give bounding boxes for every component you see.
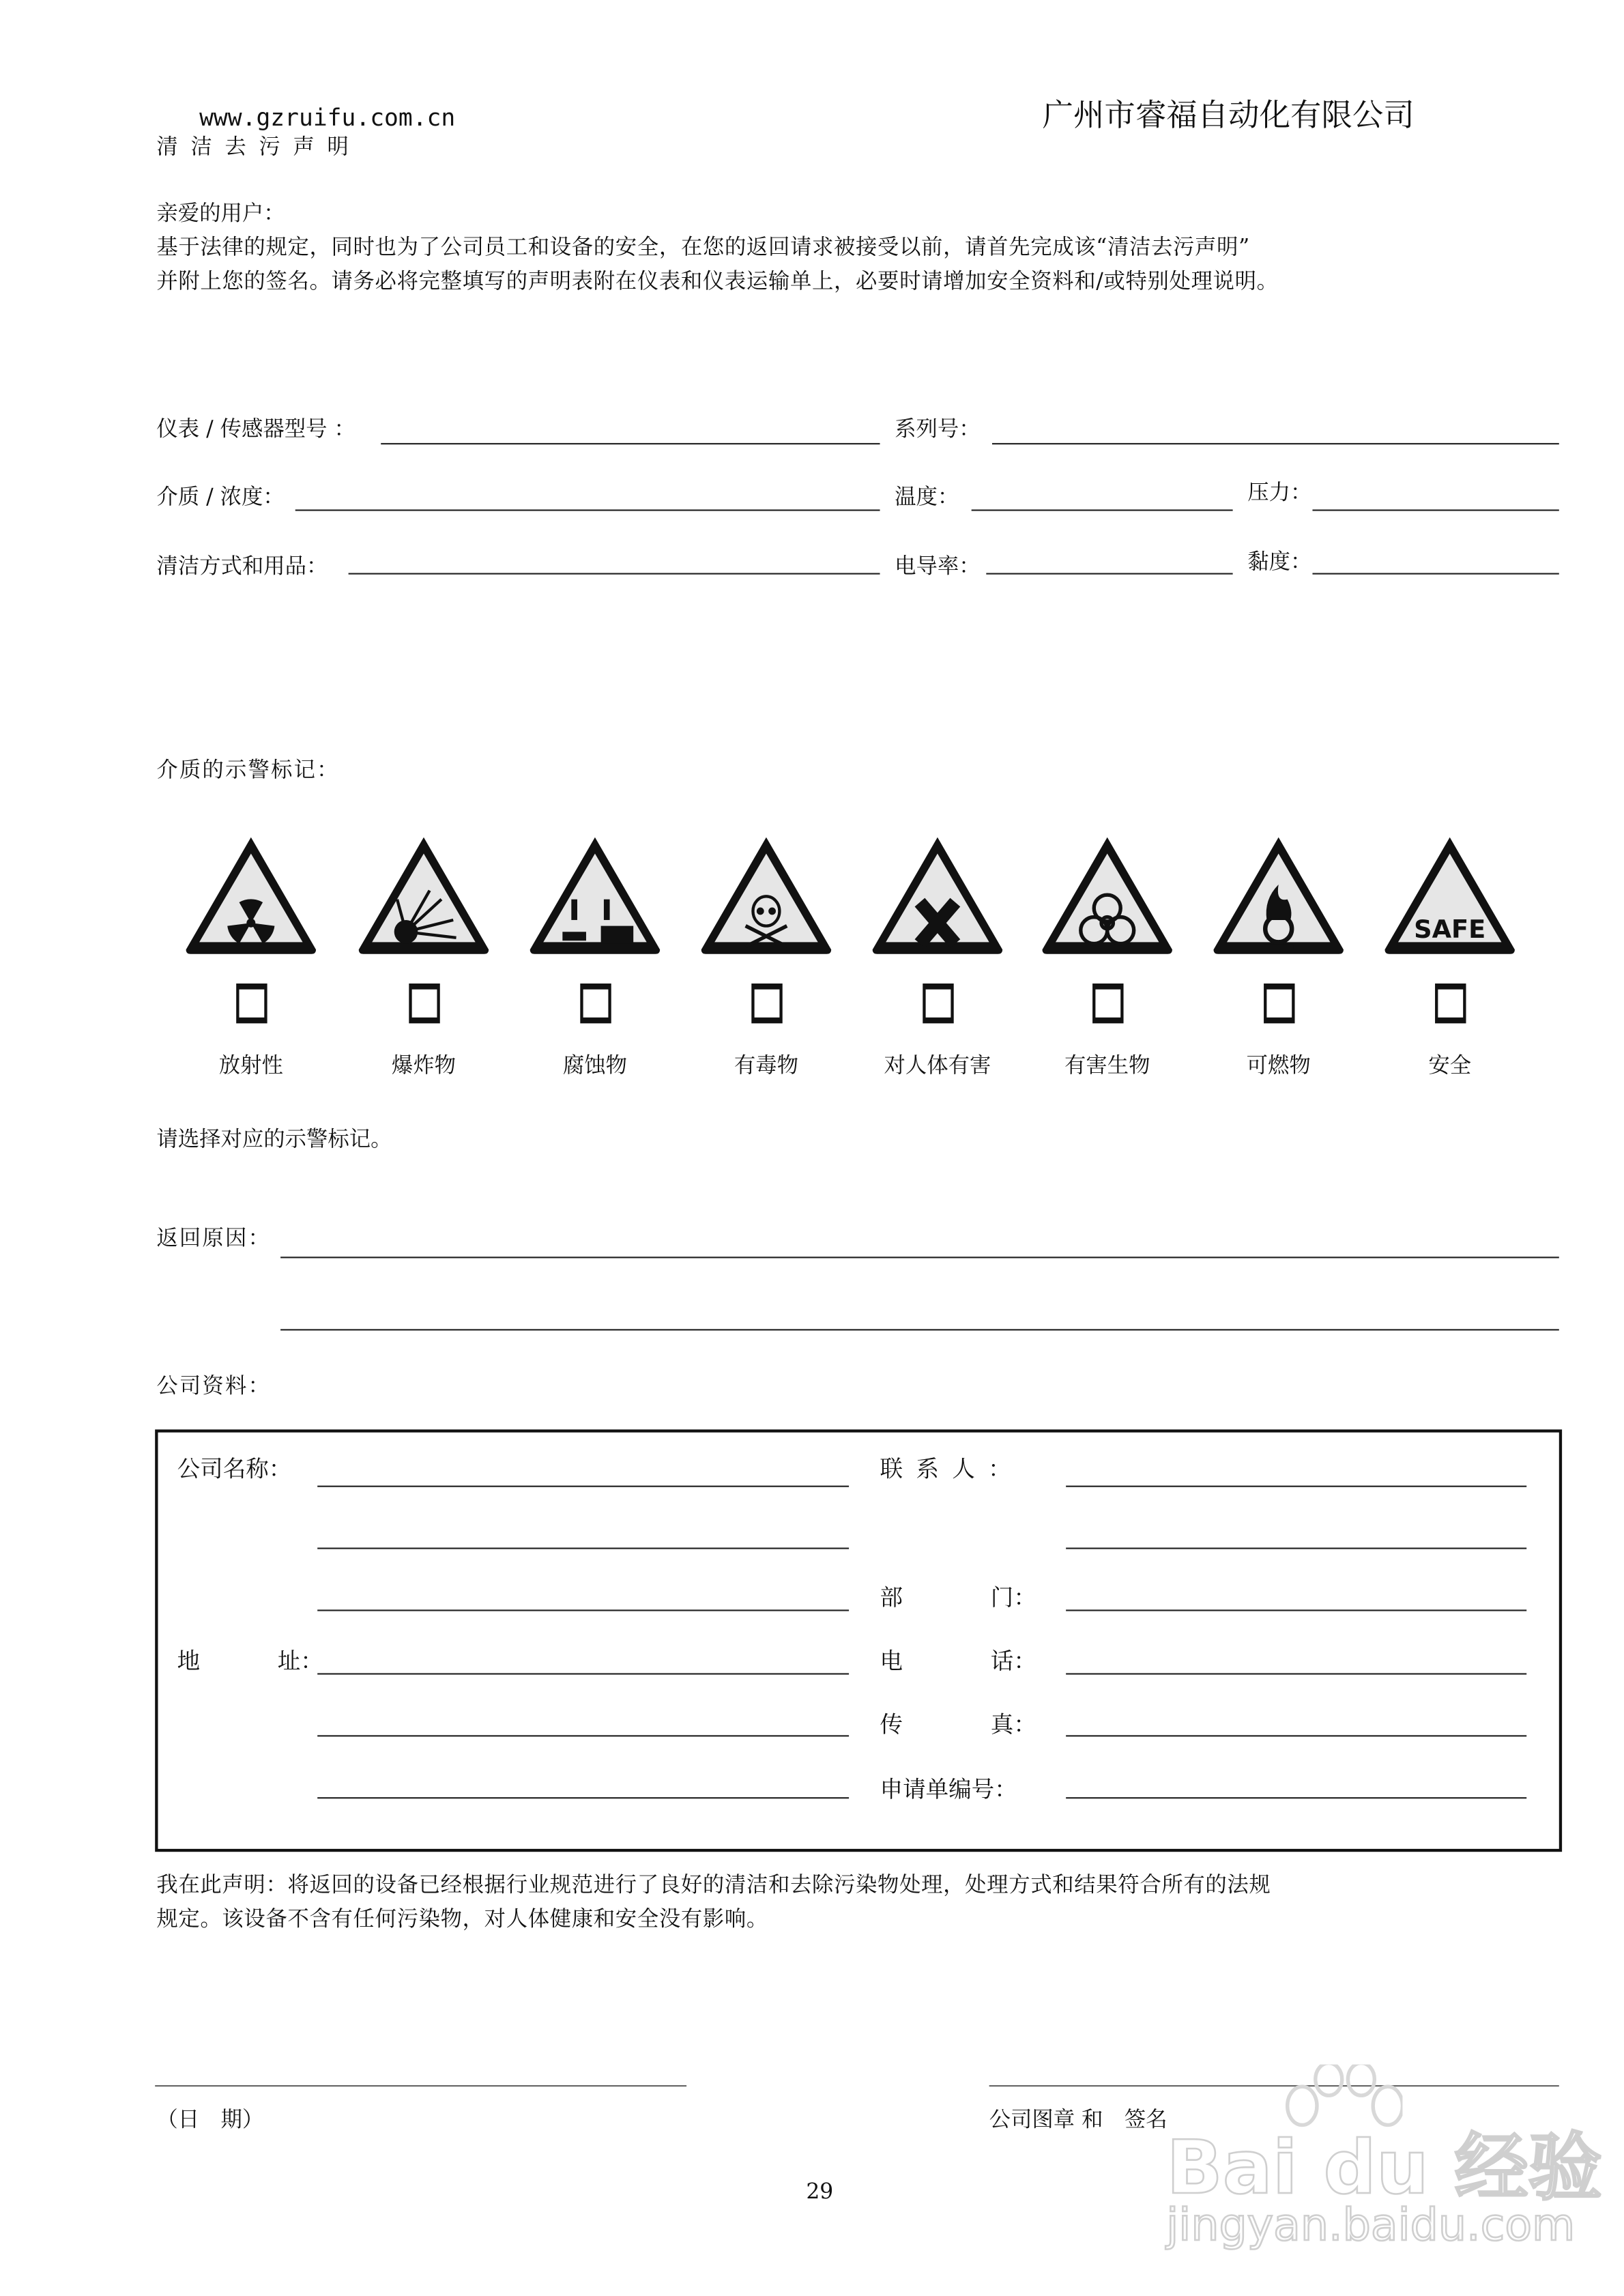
harmful-x-icon — [869, 834, 1005, 955]
pressure-field[interactable] — [1312, 509, 1558, 511]
watermark-url: jingyan.baidu.com — [1166, 2200, 1576, 2252]
address-field-3[interactable] — [317, 1735, 849, 1736]
corrosive-icon — [527, 834, 663, 955]
return-reason-field-1[interactable] — [280, 1257, 1559, 1258]
address-label-1: 地 — [177, 1648, 201, 1675]
biohazard-icon — [1039, 834, 1175, 955]
greeting: 亲爱的用户： — [156, 202, 285, 227]
hazard-item — [177, 834, 325, 1100]
hazard-item — [1376, 834, 1524, 1100]
company-name-label: 公司名称： — [177, 1456, 292, 1483]
hazard-label: 有害生物 — [1064, 1054, 1150, 1078]
hazard-label: 对人体有害 — [884, 1054, 991, 1078]
declaration-line-2: 规定。该设备不含有任何污染物，对人体健康和安全没有影响。 — [156, 1908, 768, 1932]
serial-field[interactable] — [992, 443, 1559, 444]
seal-signature-line[interactable] — [989, 2085, 1559, 2086]
oxidizing-flame-icon — [1210, 834, 1346, 955]
dept-label-2: 门： — [990, 1584, 1036, 1611]
hazard-checkbox[interactable] — [1092, 984, 1123, 1023]
hazard-checkbox[interactable] — [580, 984, 611, 1023]
hazard-section-title: 介质的示警标记： — [156, 759, 340, 783]
page-title: 清 洁 去 污 声 明 — [156, 136, 352, 160]
model-label: 仪表 / 传感器型号 ： — [156, 418, 356, 442]
cleaning-field[interactable] — [349, 573, 880, 574]
page-number: 29 — [806, 2181, 834, 2205]
model-field[interactable] — [381, 443, 880, 444]
hazard-checkbox[interactable] — [409, 984, 439, 1023]
fax-field[interactable] — [1066, 1735, 1526, 1736]
address-label-2: 址： — [277, 1648, 323, 1675]
hazard-item — [350, 834, 497, 1100]
hazard-label: 可燃物 — [1246, 1054, 1311, 1078]
phone-label-1: 电 — [880, 1648, 903, 1675]
address-field-4[interactable] — [317, 1797, 849, 1798]
dept-field[interactable] — [1066, 1609, 1526, 1611]
watermark-brand: Bai du 经验 — [1166, 2125, 1602, 2211]
hazard-label: 放射性 — [218, 1054, 283, 1078]
medium-label: 介质 / 浓度： — [156, 485, 285, 510]
company-name-field[interactable] — [317, 1486, 849, 1487]
hazard-checkbox[interactable] — [923, 984, 953, 1023]
fax-label-1: 传 — [880, 1711, 903, 1738]
conductivity-label: 电导率： — [895, 555, 981, 579]
hazard-checkbox[interactable] — [751, 984, 782, 1023]
safe-sign-text: SAFE — [1414, 914, 1486, 944]
radioactive-icon — [183, 834, 319, 955]
hazard-checkbox[interactable] — [236, 984, 267, 1023]
cleaning-label: 清洁方式和用品： — [156, 555, 328, 579]
conductivity-field[interactable] — [986, 573, 1232, 574]
seal-signature-label: 公司图章 和 签名 — [989, 2108, 1168, 2133]
address-field-2[interactable] — [317, 1673, 849, 1674]
explosive-icon — [356, 834, 491, 955]
contact-label: 联 系 人 ： — [880, 1456, 1014, 1483]
hazard-label: 安全 — [1428, 1054, 1472, 1078]
hazard-checkbox[interactable] — [1264, 984, 1294, 1023]
contact-field[interactable] — [1066, 1486, 1526, 1487]
intro-line-1: 基于法律的规定，同时也为了公司员工和设备的安全，在您的返回请求被接受以前，请首先完成该“清洁去污声明” — [156, 236, 1250, 260]
viscosity-label: 黏度： — [1247, 551, 1312, 575]
address-field-1[interactable] — [317, 1609, 849, 1611]
hazard-label: 腐蚀物 — [562, 1054, 628, 1078]
phone-field[interactable] — [1066, 1673, 1526, 1674]
hazard-item — [1034, 834, 1181, 1100]
medium-field[interactable] — [295, 509, 880, 511]
declaration-line-1: 我在此声明：将返回的设备已经根据行业规范进行了良好的清洁和去除污染物处理，处理方式和结果符合所有的法规 — [156, 1874, 1271, 1898]
contact-field-2[interactable] — [1066, 1547, 1526, 1549]
hazard-label: 爆炸物 — [391, 1054, 456, 1078]
company-info-title: 公司资料： — [156, 1375, 272, 1398]
hazard-item — [521, 834, 669, 1100]
dept-label-1: 部 — [880, 1584, 903, 1611]
viscosity-field[interactable] — [1312, 573, 1558, 574]
company-info-box — [155, 1429, 1562, 1852]
serial-label: 系列号： — [895, 418, 981, 442]
date-label: （日 期） — [156, 2108, 264, 2133]
hazard-checkbox[interactable] — [1435, 984, 1466, 1023]
hazard-item — [1205, 834, 1352, 1100]
pressure-label: 压力： — [1247, 481, 1312, 505]
temperature-label: 温度： — [895, 485, 959, 510]
toxic-skull-icon — [698, 834, 834, 955]
return-reason-field-2[interactable] — [280, 1329, 1559, 1330]
hazard-item — [864, 834, 1011, 1100]
fax-label-2: 真： — [990, 1711, 1036, 1738]
hazard-hint: 请选择对应的示警标记。 — [156, 1128, 392, 1152]
hazard-item — [693, 834, 840, 1100]
order-number-field[interactable] — [1066, 1797, 1526, 1798]
company-name: 广州市睿福自动化有限公司 — [1042, 97, 1415, 133]
phone-label-2: 话： — [990, 1648, 1036, 1675]
safe-icon — [1382, 834, 1518, 955]
intro-line-2: 并附上您的签名。请务必将完整填写的声明表附在仪表和仪表运输单上，必要时请增加安全资料和/或特别处理说明。 — [156, 270, 1279, 294]
order-number-label: 申请单编号： — [880, 1776, 1017, 1803]
hazard-label: 有毒物 — [734, 1054, 798, 1078]
company-name-field-2[interactable] — [317, 1547, 849, 1549]
return-reason-label: 返回原因： — [156, 1226, 272, 1251]
temperature-field[interactable] — [972, 509, 1233, 511]
website-url: www.gzruifu.com.cn — [199, 103, 456, 132]
date-signature-line[interactable] — [155, 2085, 686, 2086]
